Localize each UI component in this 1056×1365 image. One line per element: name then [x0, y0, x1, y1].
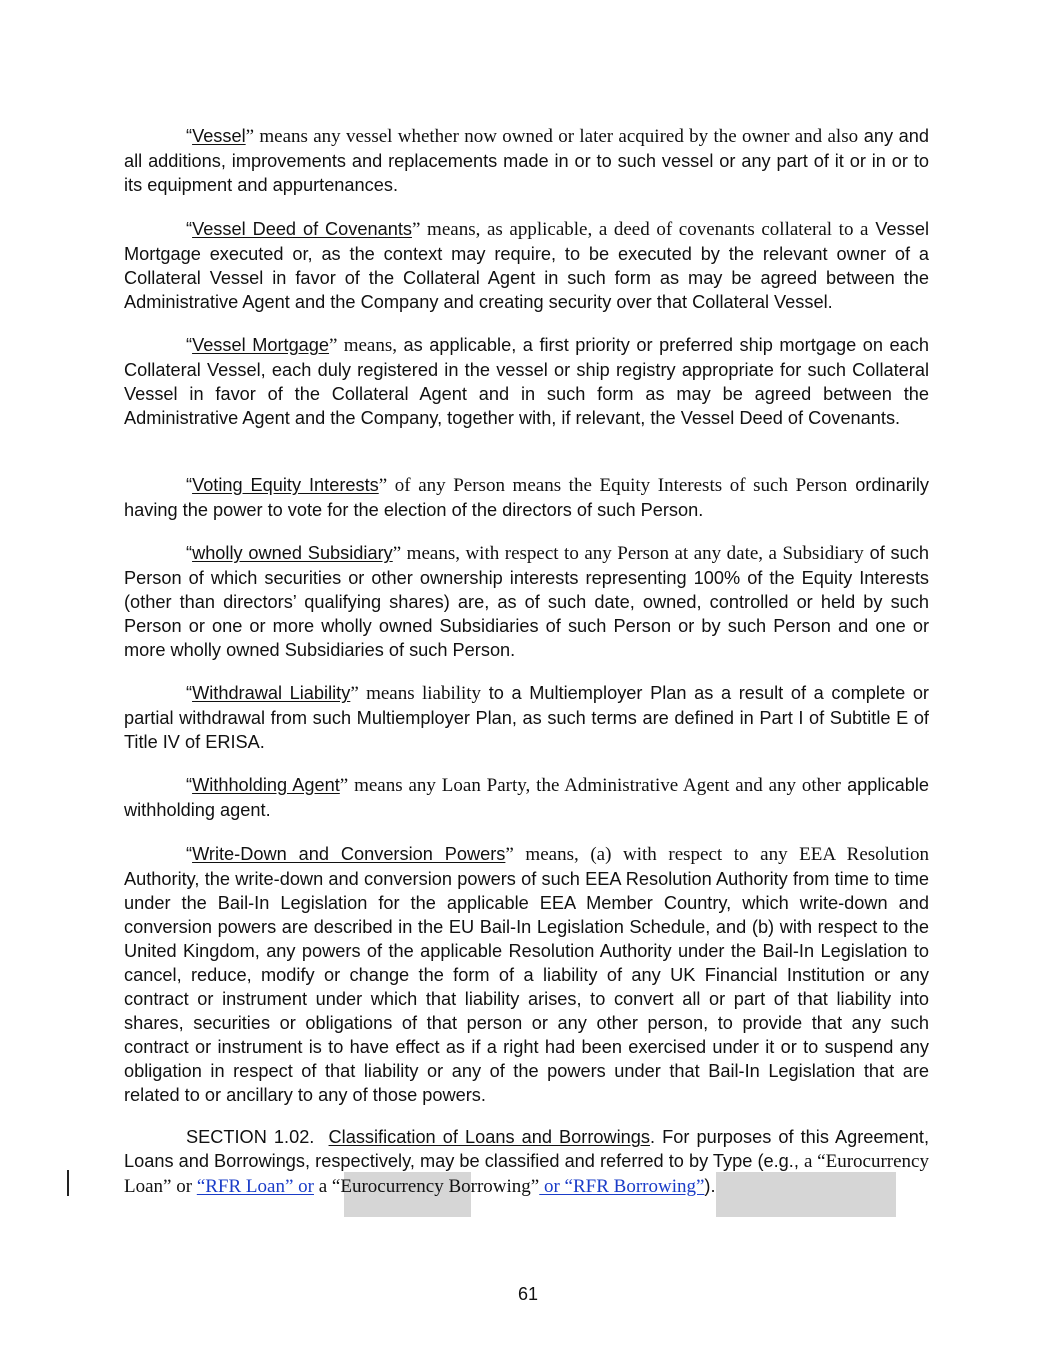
definition-text: ordinarily having the power to vote for the election of the directors of such Person. — [124, 475, 930, 520]
definition-vessel-mortgage — [124, 333, 929, 430]
section-number: SECTION 1.02. — [186, 1127, 315, 1147]
section-1-02 — [124, 1125, 929, 1199]
definition-withdrawal-liability — [124, 681, 929, 754]
definition-lead: ” means any Loan Party, the Administrative Agent and any other — [339, 775, 841, 796]
defined-term: Vessel — [192, 126, 246, 146]
open-quote: “ — [186, 775, 193, 795]
definition-text: applicable withholding agent. — [124, 775, 929, 820]
definition-text: of such Person of which securities or other ownership interests representing 100% of the Equity Interests (other than directors’ qualifying shares) are, as of such date, owned, controlled or held by such Person or one or more wholly owned Subsidiaries of such Person or by such Person and one or more wholly owned Subsidiaries of such Person. — [124, 543, 929, 660]
section-heading: Classification of Loans and Borrowings — [328, 1127, 651, 1147]
definition-text: as applicable, a first priority or preferred ship mortgage on each Collateral Vessel, each duly registered in the vessel or ship registry appropriate for such Collateral Vessel in favor of the Collateral Agent and in such form as may be agreed between the Administrative Agent and the Company, together with, if relevant, the Vessel Deed of Covenants. — [124, 335, 929, 428]
definition-lead: ” means, with respect to any Person at any date, a Subsidiary — [392, 543, 864, 564]
inserted-text-rfr-borrowing[interactable]: or “RFR Borrowing” — [539, 1176, 705, 1197]
definition-text: to a Multiemployer Plan as a result of a complete or partial withdrawal from such Multiemployer Plan, as such terms are defined in Part I of Subtitle E of Title IV of ERISA. — [124, 683, 929, 752]
defined-term: Withholding Agent — [192, 775, 340, 795]
open-quote: “ — [186, 543, 193, 563]
definition-write-down-and-conversion-powers — [124, 842, 929, 1107]
open-quote: “ — [186, 335, 193, 355]
definition-text: Authority, the write-down and conversion powers of such EEA Resolution Authority from time to time under the Bail-In Legislation for the applicable EEA Member Country, which write-down and conversion powers are described in the EU Bail-In Legislation Schedule, and (b) with respect to the United Kingdom, any powers of the applicable Resolution Authority under the Bail-In Legislation to cancel, reduce, modify or change the form of a liability of any UK Financial Institution or any contract or instrument under which that liability arises, to convert all or part of that liability into shares, securities or obligations of that person or any other person, to provide that any such contract or instrument is to have effect as if a right had been exercised under it or to suspend any obligation in respect of that liability or any of the powers under that Bail-In Legislation that are related to or ancillary to any of those powers. — [124, 869, 929, 1105]
revision-change-bar — [67, 1170, 69, 1196]
defined-term: Voting Equity Interests — [192, 475, 379, 495]
definition-lead: ” means, (a) with respect to any EEA Resolution — [505, 844, 929, 865]
definition-vessel — [124, 124, 929, 197]
definition-voting-equity-interests — [124, 473, 929, 522]
definition-lead: ” means, — [329, 335, 397, 356]
open-quote: “ — [186, 475, 193, 495]
definition-withholding-agent — [124, 773, 929, 822]
definition-lead: ” means liability — [350, 683, 482, 704]
section-text-end: ). — [704, 1176, 716, 1196]
section-text-serif: a “Eurocurrency Loan” or — [124, 1151, 929, 1197]
defined-term: Withdrawal Liability — [192, 683, 351, 703]
definition-vessel-deed-of-covenants — [124, 217, 929, 314]
open-quote: “ — [186, 126, 193, 146]
definition-wholly-owned-subsidiary — [124, 541, 929, 662]
page-number: 61 — [517, 1284, 539, 1304]
defined-term: wholly owned Subsidiary — [192, 543, 393, 563]
definition-lead: ” means any vessel whether now owned or later acquired by the owner and also — [245, 126, 859, 147]
section-text-serif: a “Eurocurrency Borrowing” — [313, 1176, 540, 1197]
section-text: . For purposes of this Agreement, Loans and Borrowings, respectively, may be classified and referred to by Type (e.g., — [124, 1127, 930, 1171]
defined-term: Write-Down and Conversion Powers — [192, 844, 506, 864]
definition-text: Vessel Mortgage executed or, as the context may require, to be executed by the relevant owner of a Collateral Vessel in favor of the Collateral Agent in such form as may be agreed between the Administrative Agent and the Company and creating security over that Collateral Vessel. — [124, 219, 930, 312]
inserted-text-rfr-loan[interactable]: “RFR Loan” or — [196, 1176, 314, 1197]
open-quote: “ — [186, 683, 193, 703]
defined-term: Vessel Mortgage — [192, 335, 330, 355]
defined-term: Vessel Deed of Covenants — [192, 219, 412, 239]
open-quote: “ — [186, 844, 193, 864]
open-quote: “ — [186, 219, 193, 239]
definition-lead: ” of any Person means the Equity Interests of such Person — [378, 475, 848, 496]
definition-lead: ” means, as applicable, a deed of covenants collateral to a — [412, 219, 869, 240]
definition-text: any and all additions, improvements and replacements made in or to such vessel or any part of it or in or to its equipment and appurtenances. — [124, 126, 930, 195]
